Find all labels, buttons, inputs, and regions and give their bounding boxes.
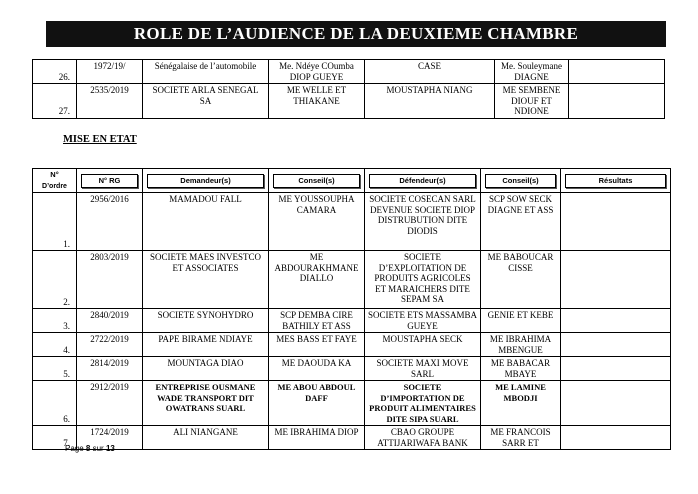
header-resultats-cell	[561, 169, 671, 193]
rg-number: 1724/2019	[77, 426, 143, 450]
demandeur: SOCIETE ARLA SENEGAL SA	[143, 84, 269, 119]
mise-en-etat-table	[32, 168, 671, 450]
table-row	[33, 381, 671, 426]
footer-prefix: Page	[65, 444, 84, 453]
row-number: 4.	[33, 333, 77, 357]
table-row	[33, 309, 671, 333]
row-number: 2.	[33, 251, 77, 309]
conseil-1: ME ABDOURAKHMANE DIALLO	[269, 251, 365, 309]
conseil-1: SCP DEMBA CIRE BATHILY ET ASS	[269, 309, 365, 333]
resultats	[561, 381, 671, 426]
rg-number: 2912/2019	[77, 381, 143, 426]
table-row	[33, 60, 665, 84]
header-rg: N° RG	[81, 174, 138, 188]
conseil-2: ME IBRAHIMA MBENGUE	[481, 333, 561, 357]
conseil-1: Me. Ndéye COumba DIOP GUEYE	[269, 60, 365, 84]
resultats	[569, 84, 665, 119]
conseil-2: ME FRANCOIS SARR ET	[481, 426, 561, 450]
page-title: ROLE DE L’AUDIENCE DE LA DEUXIEME CHAMBRE	[46, 21, 666, 47]
footer-page: 8	[85, 444, 91, 453]
defendeur: MOUSTAPHA SECK	[365, 333, 481, 357]
demandeur: MAMADOU FALL	[143, 193, 269, 251]
previous-page-table	[32, 59, 665, 119]
header-ordre	[33, 169, 77, 193]
header-no: N°	[50, 170, 59, 179]
header-demandeur-cell	[143, 169, 269, 193]
defendeur: MOUSTAPHA NIANG	[365, 84, 495, 119]
defendeur: SOCIETE COSECAN SARL DEVENUE SOCIETE DIOP DISTRUBUTION DITE DIODIS	[365, 193, 481, 251]
conseil-2: ME BABOUCAR CISSE	[481, 251, 561, 309]
row-number: 27.	[33, 84, 77, 119]
header-conseil2-cell	[481, 169, 561, 193]
defendeur: CBAO GROUPE ATTIJARIWAFA BANK	[365, 426, 481, 450]
header-conseil-2: Conseil(s)	[485, 174, 556, 188]
resultats	[569, 60, 665, 84]
conseil-1: ME WELLE ET THIAKANE	[269, 84, 365, 119]
resultats	[561, 251, 671, 309]
conseil-1: ME ABOU ABDOUL DAFF	[269, 381, 365, 426]
table-row	[33, 84, 665, 119]
row-number: 7.	[33, 426, 77, 450]
demandeur: SOCIETE SYNOHYDRO	[143, 309, 269, 333]
resultats	[561, 309, 671, 333]
resultats	[561, 333, 671, 357]
rg-number: 1972/19/	[77, 60, 143, 84]
defendeur: SOCIETE D’IMPORTATION DE PRODUIT ALIMENTAIRES DITE SIPA SUARL	[365, 381, 481, 426]
header-ordre-label: D’ordre	[42, 182, 67, 190]
header-resultats: Résultats	[565, 174, 666, 188]
conseil-2: GENIE ET KEBE	[481, 309, 561, 333]
header-conseil1-cell	[269, 169, 365, 193]
demandeur: ENTREPRISE OUSMANE WADE TRANSPORT DIT OWATRANS SUARL	[143, 381, 269, 426]
rg-number: 2803/2019	[77, 251, 143, 309]
demandeur: ALI NIANGANE	[143, 426, 269, 450]
defendeur: SOCIETE ETS MASSAMBA GUEYE	[365, 309, 481, 333]
demandeur: PAPE BIRAME NDIAYE	[143, 333, 269, 357]
header-demandeur: Demandeur(s)	[147, 174, 264, 188]
defendeur: SOCIETE D’EXPLOITATION DE PRODUITS AGRICOLES ET MARAICHERS DITE SEPAM SA	[365, 251, 481, 309]
conseil-2: Me. Souleymane DIAGNE	[495, 60, 569, 84]
page-footer	[65, 444, 115, 453]
defendeur: SOCIETE MAXI MOVE SARL	[365, 357, 481, 381]
demandeur: SOCIETE MAES INVESTCO ET ASSOCIATES	[143, 251, 269, 309]
conseil-1: ME YOUSSOUPHA CAMARA	[269, 193, 365, 251]
table-row	[33, 193, 671, 251]
row-number: 6.	[33, 381, 77, 426]
row-number: 1.	[33, 193, 77, 251]
resultats	[561, 426, 671, 450]
demandeur: MOUNTAGA DIAO	[143, 357, 269, 381]
footer-sep: sur	[92, 444, 104, 453]
table-row	[33, 333, 671, 357]
conseil-1: ME DAOUDA KA	[269, 357, 365, 381]
table-row	[33, 357, 671, 381]
table-row	[33, 251, 671, 309]
table-row	[33, 426, 671, 450]
header-rg-cell	[77, 169, 143, 193]
resultats	[561, 193, 671, 251]
demandeur: Sénégalaise de l’automobile	[143, 60, 269, 84]
conseil-2: ME SEMBENE DIOUF ET NDIONE	[495, 84, 569, 119]
section-title: MISE EN ETAT	[63, 134, 137, 145]
header-defendeur: Défendeur(s)	[369, 174, 476, 188]
rg-number: 2956/2016	[77, 193, 143, 251]
conseil-1: ME IBRAHIMA DIOP	[269, 426, 365, 450]
conseil-1: MES BASS ET FAYE	[269, 333, 365, 357]
footer-total: 13	[105, 444, 115, 453]
conseil-2: ME BABACAR MBAYE	[481, 357, 561, 381]
defendeur: CASE	[365, 60, 495, 84]
rg-number: 2535/2019	[77, 84, 143, 119]
row-number: 5.	[33, 357, 77, 381]
conseil-2: ME LAMINE MBODJI	[481, 381, 561, 426]
rg-number: 2722/2019	[77, 333, 143, 357]
header-defendeur-cell	[365, 169, 481, 193]
resultats	[561, 357, 671, 381]
rg-number: 2840/2019	[77, 309, 143, 333]
header-conseil-1: Conseil(s)	[273, 174, 360, 188]
rg-number: 2814/2019	[77, 357, 143, 381]
header-row	[33, 169, 671, 193]
row-number: 3.	[33, 309, 77, 333]
conseil-2: SCP SOW SECK DIAGNE ET ASS	[481, 193, 561, 251]
row-number: 26.	[33, 60, 77, 84]
